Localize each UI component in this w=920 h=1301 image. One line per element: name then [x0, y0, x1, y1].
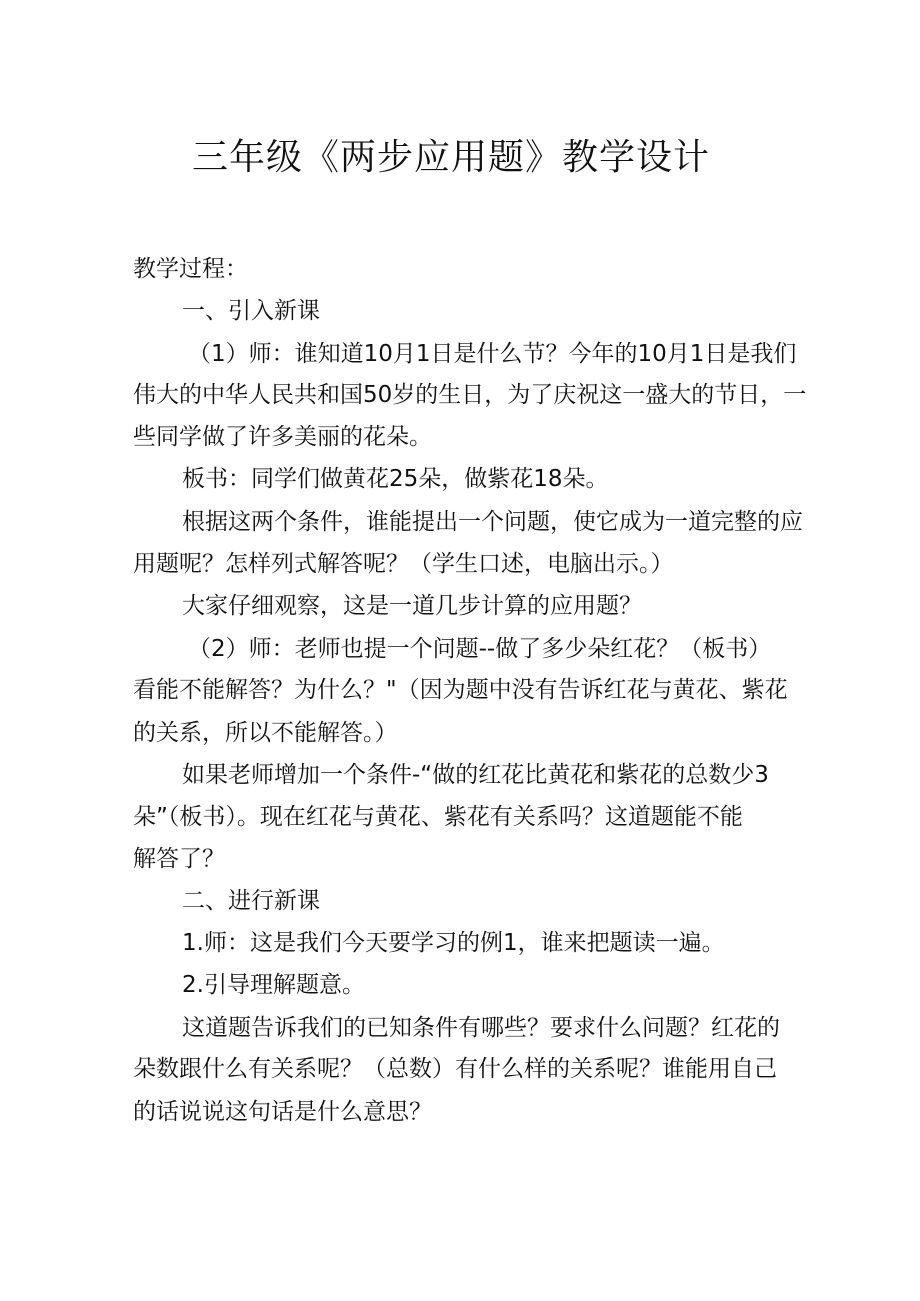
text-line: 用题呢？怎样列式解答呢？（学生口述，电脑出示。） [133, 551, 674, 577]
text-line: （2）师：老师也提一个问题--做了多少朵红花？（板书） [188, 636, 772, 662]
text-line: （1）师：谁知道10月1日是什么节？今年的10月1日是我们 [188, 341, 797, 367]
text-line: 解答了？ [133, 846, 225, 872]
text-line: 朵”（板书）。现在红花与黄花、紫花有关系吗？这道题能不能 [133, 804, 743, 830]
text-line: 看能不能解答？为什么？"（因为题中没有告诉红花与黄花、紫花 [133, 677, 788, 703]
text-line: 如果老师增加一个条件-“做的红花比黄花和紫花的总数少3 [182, 762, 769, 788]
text-line: 1.师：这是我们今天要学习的例1，谁来把题读一遍。 [182, 930, 725, 956]
section-heading: 二、进行新课 [182, 888, 320, 914]
text-line: 些同学做了许多美丽的花朵。 [133, 424, 432, 450]
text-line: 朵数跟什么有关系呢？（总数）有什么样的关系呢？谁能用自己 [133, 1056, 777, 1082]
text-line: 教学过程： [133, 256, 248, 282]
document-title: 三年级《两步应用题》教学设计 [192, 137, 711, 178]
text-line: 的话说说这句话是什么意思？ [133, 1099, 432, 1125]
text-line: 的关系，所以不能解答。） [133, 720, 398, 746]
text-line: 板书：同学们做黄花25朵，做紫花18朵。 [182, 466, 609, 492]
text-line: 2.引导理解题意。 [182, 972, 365, 998]
section-heading: 一、引入新课 [182, 298, 320, 324]
text-line: 这道题告诉我们的已知条件有哪些？要求什么问题？红花的 [182, 1015, 780, 1041]
text-line: 伟大的中华人民共和国50岁的生日，为了庆祝这一盛大的节日，一 [133, 382, 807, 408]
text-line: 根据这两个条件，谁能提出一个问题，使它成为一道完整的应 [182, 509, 803, 535]
text-line: 大家仔细观察，这是一道几步计算的应用题？ [182, 593, 642, 619]
